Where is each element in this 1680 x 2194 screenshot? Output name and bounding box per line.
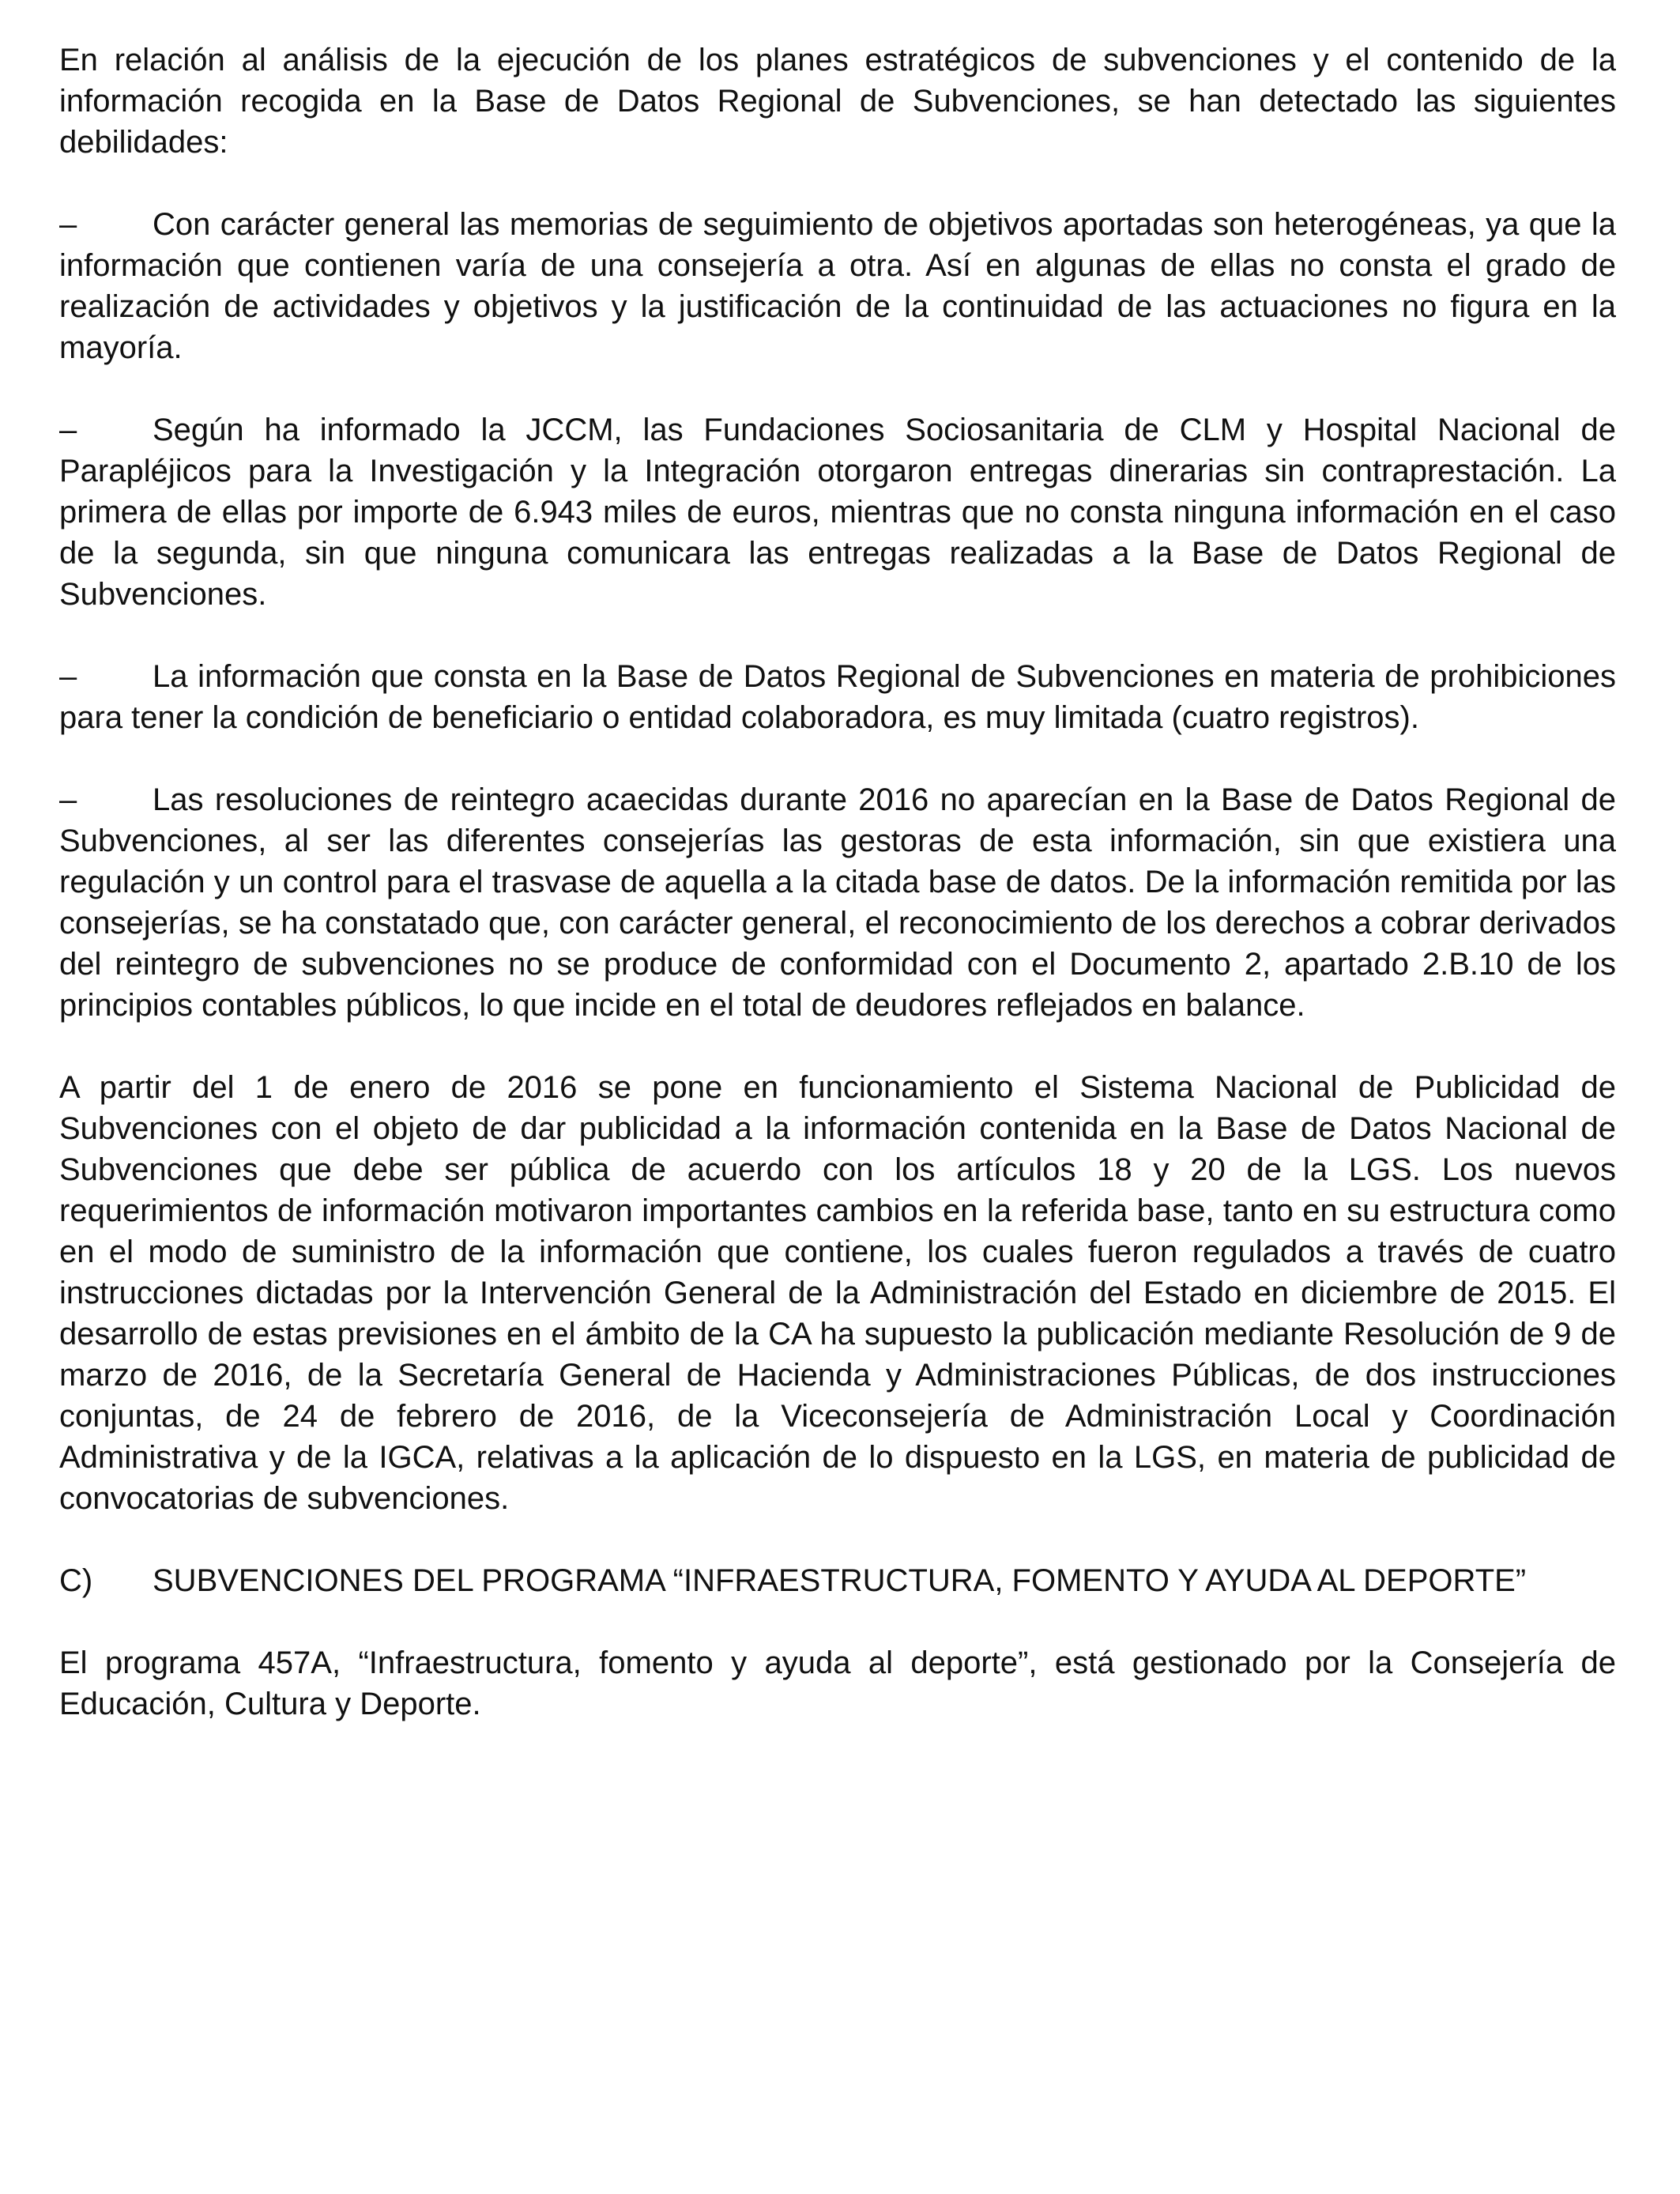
bullet-item bbox=[59, 656, 1616, 738]
bullet-text: Las resoluciones de reintegro acaecidas durante 2016 no aparecían en la Base de Datos Regional de Subvenciones, al ser las diferentes consejerías las gestoras de esta información, sin que existiera una regulación y un control para el trasvase de aquella a la citada base de datos. De la información remitida por las consejerías, se ha constatado que, con carácter general, el reconocimiento de los derechos a cobrar derivados del reintegro de subvenciones no se produce de conformidad con el Documento 2, apartado 2.B.10 de los principios contables públicos, lo que incide en el total de deudores reflejados en balance. bbox=[59, 782, 1616, 1023]
dash-bullet: – bbox=[59, 207, 77, 242]
dash-bullet: – bbox=[59, 782, 77, 817]
intro-paragraph: En relación al análisis de la ejecución de los planes estratégicos de subvenciones y el contenido de la información recogida en la Base de Datos Regional de Subvenciones, se han detectado las siguientes debilidades: bbox=[59, 43, 1616, 160]
publicity-paragraph: A partir del 1 de enero de 2016 se pone en funcionamiento el Sistema Nacional de Publicidad de Subvenciones con el objeto de dar publicidad a la información contenida en la Base de Datos Nacional de Subvenciones que debe ser pública de acuerdo con los artículos 18 y 20 de la LGS. Los nuevos requerimientos de información motivaron importantes cambios en la referida base, tanto en su estructura como en el modo de suministro de la información que contiene, los cuales fueron regulados a través de cuatro instrucciones dictadas por la Intervención General de la Administración del Estado en diciembre de 2015. El desarrollo de estas previsiones en el ámbito de la CA ha supuesto la publicación mediante Resolución de 9 de marzo de 2016, de la Secretaría General de Hacienda y Administraciones Públicas, de dos instrucciones conjuntas, de 24 de febrero de 2016, de la Viceconsejería de Administración Local y Coordinación Administrativa y de la IGCA, relativas a la aplicación de lo dispuesto en la LGS, en materia de publicidad de convocatorias de subvenciones. bbox=[59, 1070, 1616, 1516]
section-title: SUBVENCIONES DEL PROGRAMA “INFRAESTRUCTURA, FOMENTO Y AYUDA AL DEPORTE” bbox=[153, 1563, 1527, 1598]
bullet-text: Según ha informado la JCCM, las Fundaciones Sociosanitaria de CLM y Hospital Nacional de Parapléjicos para la Investigación y la Integración otorgaron entregas dinerarias sin contraprestación. La primera de ellas por importe de 6.943 miles de euros, mientras que no consta ninguna información en el caso de la segunda, sin que ninguna comunicara las entregas realizadas a la Base de Datos Regional de Subvenciones. bbox=[59, 413, 1616, 612]
bullet-text: La información que consta en la Base de Datos Regional de Subvenciones en materia de prohibiciones para tener la condición de beneficiario o entidad colaboradora, es muy limitada (cuatro registros). bbox=[59, 659, 1616, 735]
bullet-item bbox=[59, 409, 1616, 615]
program-paragraph: El programa 457A, “Infraestructura, fomento y ayuda al deporte”, está gestionado por la Consejería de Educación, Cultura y Deporte. bbox=[59, 1646, 1616, 1721]
section-letter: C) bbox=[59, 1563, 93, 1598]
dash-bullet: – bbox=[59, 413, 77, 447]
bullet-item bbox=[59, 779, 1616, 1026]
section-heading bbox=[59, 1560, 1616, 1601]
document-page bbox=[59, 40, 1616, 1766]
bullet-item bbox=[59, 204, 1616, 368]
dash-bullet: – bbox=[59, 659, 77, 694]
bullet-text: Con carácter general las memorias de seguimiento de objetivos aportadas son heterogéneas, ya que la información que contienen varía de una consejería a otra. Así en algunas de ellas no consta el grado de realización de actividades y objetivos y la justificación de la continuidad de las actuaciones no figura en la mayoría. bbox=[59, 207, 1616, 365]
